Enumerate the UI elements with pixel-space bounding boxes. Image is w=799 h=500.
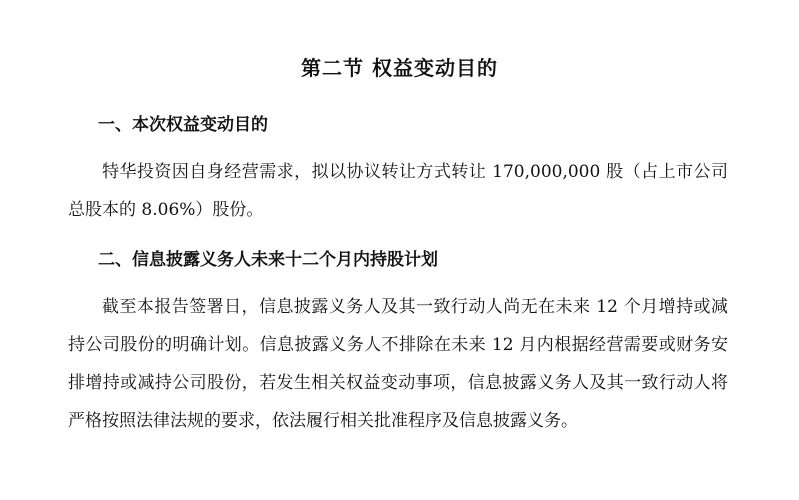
heading-holding-plan: 二、信息披露义务人未来十二个月内持股计划 — [98, 250, 438, 270]
paragraph-equity-change-purpose: 特华投资因自身经营需求，拟以协议转让方式转让 170,000,000 股（占上市公司总股本的 8.06%）股份。 — [68, 162, 728, 220]
heading-equity-change-purpose: 一、本次权益变动目的 — [98, 115, 268, 135]
section-title: 第二节 权益变动目的 — [301, 56, 498, 80]
paragraph-holding-plan: 截至本报告签署日，信息披露义务人及其一致行动人尚无在未来 12 个月增持或减持公司股份的明确计划。信息披露义务人不排除在未来 12 月内根据经营需要或财务安排增持或减持公司股份，若发生相关权益变动事项，信息披露义务人及其一致行动人将严格按照法律法规的要求，依法履行相关批准程序及信息披露义务。 — [68, 297, 728, 431]
